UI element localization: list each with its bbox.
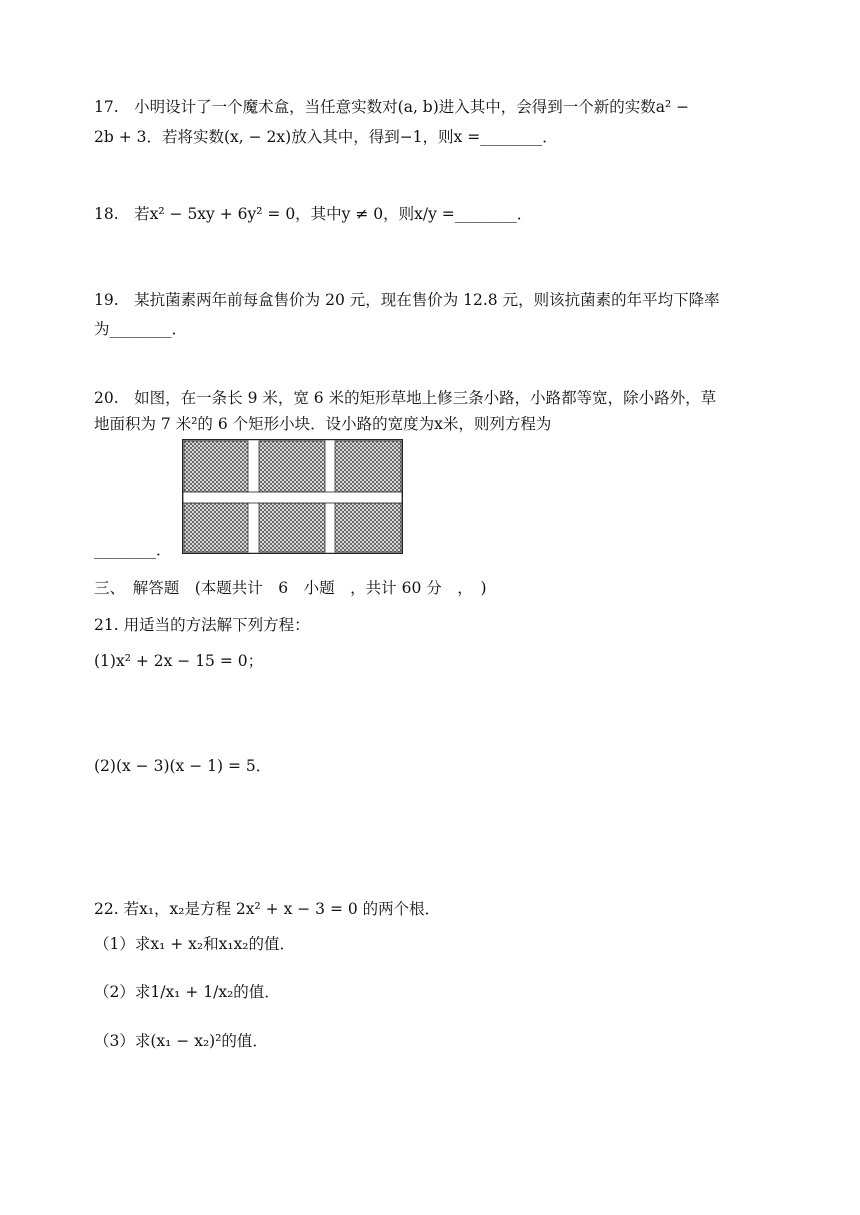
q17-line1: 17. 小明设计了一个魔术盒，当任意实数对(a, b)进入其中，会得到一个新的实数a² − bbox=[94, 98, 690, 116]
q22-stem: 22. 若x₁，x₂是方程 2x² + x − 3 = 0 的两个根． bbox=[94, 900, 441, 918]
q18-line1: 18. 若x² − 5xy + 6y² = 0，其中y ≠ 0，则x/y =________． bbox=[94, 205, 533, 223]
lawn-block bbox=[335, 441, 401, 492]
q21-stem: 21. 用适当的方法解下列方程： bbox=[94, 616, 310, 634]
q22-part1: （1）求x₁ + x₂和x₁x₂的值． bbox=[94, 935, 296, 953]
q20-line1: 20. 如图，在一条长 9 米，宽 6 米的矩形草地上修三条小路，小路都等宽，除小路外，草 bbox=[94, 389, 717, 407]
q17-line2: 2b + 3．若将实数(x, − 2x)放入其中，得到−1，则x =________． bbox=[94, 128, 558, 146]
section-heading: 三、 解答题 (本题共计 6 小题 ，共计 60 分 ， ) bbox=[94, 579, 487, 597]
q22-part2: （2）求1/x₁ + 1/x₂的值． bbox=[94, 983, 280, 1001]
q19-line1: 19. 某抗菌素两年前每盒售价为 20 元，现在售价为 12.8 元，则该抗菌素的年平均下降率 bbox=[94, 291, 720, 309]
q19-line2: 为________． bbox=[94, 320, 188, 338]
road-horizontal bbox=[183, 492, 402, 503]
q22-part3: （3）求(x₁ − x₂)²的值． bbox=[94, 1032, 268, 1050]
lawn-block bbox=[335, 503, 401, 552]
q21-part2: (2)(x − 3)(x − 1) = 5． bbox=[94, 757, 272, 775]
q20-line2: 地面积为 7 米²的 6 个矩形小块．设小路的宽度为x米，则列方程为 bbox=[94, 415, 552, 433]
q21-part1: (1)x² + 2x − 15 = 0； bbox=[94, 652, 264, 670]
q20-line3: ________． bbox=[94, 541, 172, 559]
lawn-figure bbox=[182, 439, 403, 554]
lawn-block bbox=[259, 441, 325, 492]
lawn-block bbox=[259, 503, 325, 552]
lawn-block bbox=[184, 441, 248, 492]
lawn-block bbox=[184, 503, 248, 552]
